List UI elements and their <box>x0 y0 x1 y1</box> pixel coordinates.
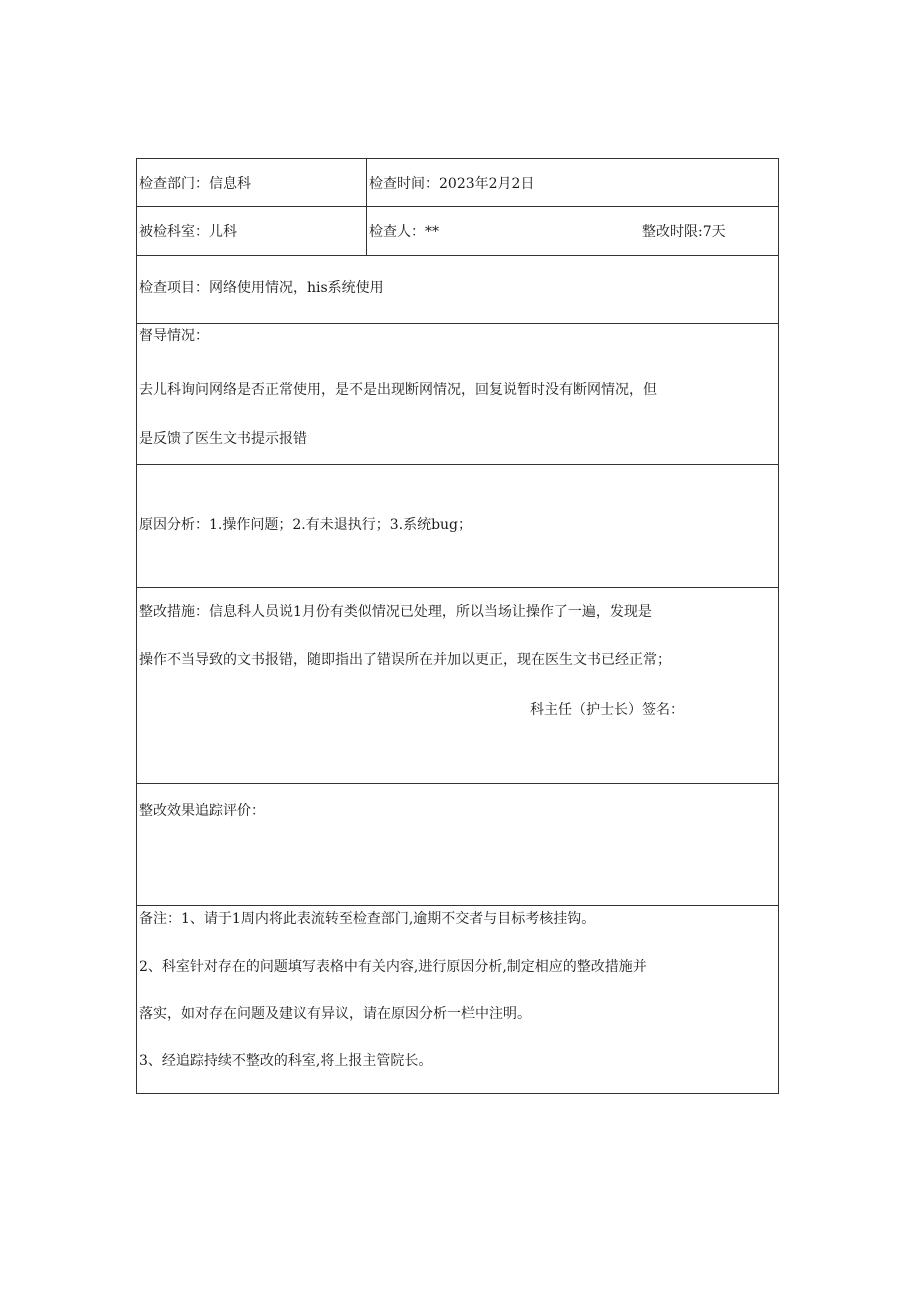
followup-heading: 整改效果追踪评价： <box>139 803 265 819</box>
measures-line-2: 操作不当导致的文书报错，随即指出了错误所在并加以更正，现在医生文书已经正常； <box>139 652 671 668</box>
cell-measures <box>137 588 779 784</box>
row-analysis <box>137 465 779 588</box>
remark-3: 3、经追踪持续不整改的科室,将上报主管院长。 <box>139 1053 433 1069</box>
cell-time <box>367 159 779 207</box>
supervision-line-1: 去儿科询问网络是否正常使用，是不是出现断网情况，回复说暂时没有断网情况，但 <box>139 382 657 398</box>
items-text: 检查项目：网络使用情况，his系统使用 <box>139 280 384 296</box>
cell-inspected-dept <box>137 207 367 256</box>
signature-label: 科主任（护士长）签名： <box>530 702 684 718</box>
cell-department <box>137 159 367 207</box>
row-items <box>137 256 779 324</box>
row-remarks <box>137 906 779 1094</box>
cell-followup <box>137 784 779 906</box>
row-supervision <box>137 324 779 465</box>
remark-1: 备注：1、请于1周内将此表流转至检查部门,逾期不交者与目标考核挂钩。 <box>139 911 596 927</box>
row-department-time <box>137 159 779 207</box>
inspected-dept-text: 被检科室：儿科 <box>139 224 237 240</box>
remark-2-line-1: 2、科室针对存在的问题填写表格中有关内容,进行原因分析,制定相应的整改措施并 <box>139 959 647 975</box>
department-text: 检查部门：信息科 <box>139 176 251 192</box>
analysis-text: 原因分析：1.操作问题；2.有未退执行；3.系统bug； <box>139 517 473 533</box>
cell-remarks <box>137 906 779 1094</box>
supervision-line-2: 是反馈了医生文书提示报错 <box>139 431 307 447</box>
supervision-heading: 督导情况： <box>139 328 209 344</box>
measures-line-1: 整改措施：信息科人员说1月份有类似情况已处理，所以当场让操作了一遍，发现是 <box>139 604 652 620</box>
row-inspected-inspector <box>137 207 779 256</box>
row-followup <box>137 784 779 906</box>
cell-analysis <box>137 465 779 588</box>
deadline-text: 整改时限:7天 <box>642 224 726 240</box>
cell-inspector <box>367 207 779 256</box>
row-measures <box>137 588 779 784</box>
cell-supervision <box>137 324 779 465</box>
inspection-form-table <box>136 158 779 1094</box>
cell-items <box>137 256 779 324</box>
time-text: 检查时间：2023年2月2日 <box>369 176 535 192</box>
inspector-text: 检查人：** <box>369 224 439 240</box>
remark-2-line-2: 落实，如对存在问题及建议有异议，请在原因分析一栏中注明。 <box>139 1006 531 1022</box>
